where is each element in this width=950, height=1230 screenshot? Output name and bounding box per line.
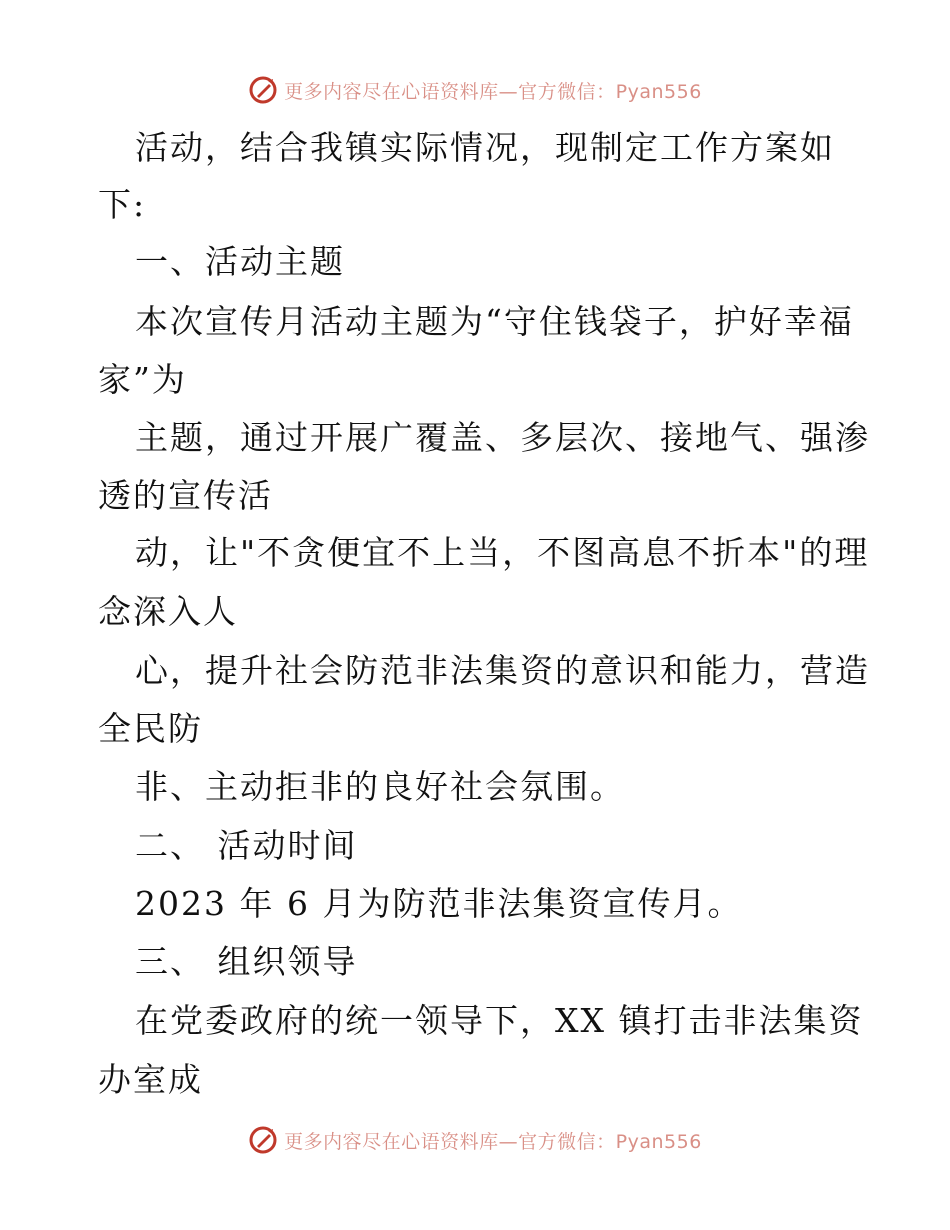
body-line: 全民防 — [98, 709, 203, 748]
body-line: 2023 年 6 月为防范非法集资宣传月。 — [135, 884, 743, 923]
header-banner — [0, 70, 950, 110]
body-line: 念深入人 — [98, 592, 238, 631]
body-line: 在党委政府的统一领导下，XX 镇打击非法集资 — [135, 1001, 864, 1040]
body-line: 活动，结合我镇实际情况，现制定工作方案如 — [135, 128, 835, 167]
section-heading: 一、活动主题 — [135, 242, 345, 281]
body-line: 家”为 — [98, 360, 187, 399]
section-heading: 三、 组织领导 — [135, 942, 358, 981]
body-line: 办室成 — [98, 1060, 203, 1099]
header-text: 更多内容尽在心语资料库—官方微信：Pyan556 — [284, 80, 702, 103]
footer-text: 更多内容尽在心语资料库—官方微信：Pyan556 — [284, 1130, 702, 1153]
body-line: 动，让"不贪便宜不上当，不图高息不折本"的理 — [135, 533, 870, 572]
body-line: 非、主动拒非的良好社会氛围。 — [135, 767, 625, 806]
feather-seal-icon — [248, 1125, 278, 1155]
body-line: 透的宣传活 — [98, 476, 273, 515]
body-line: 心，提升社会防范非法集资的意识和能力，营造 — [135, 651, 870, 690]
feather-seal-icon — [248, 75, 278, 105]
body-line: 主题，通过开展广覆盖、多层次、接地气、强渗 — [135, 418, 870, 457]
body-line: 本次宣传月活动主题为“守住钱袋子，护好幸福 — [135, 302, 854, 341]
footer-banner — [0, 1120, 950, 1160]
body-line: 下: — [98, 185, 147, 224]
section-heading: 二、 活动时间 — [135, 826, 358, 865]
